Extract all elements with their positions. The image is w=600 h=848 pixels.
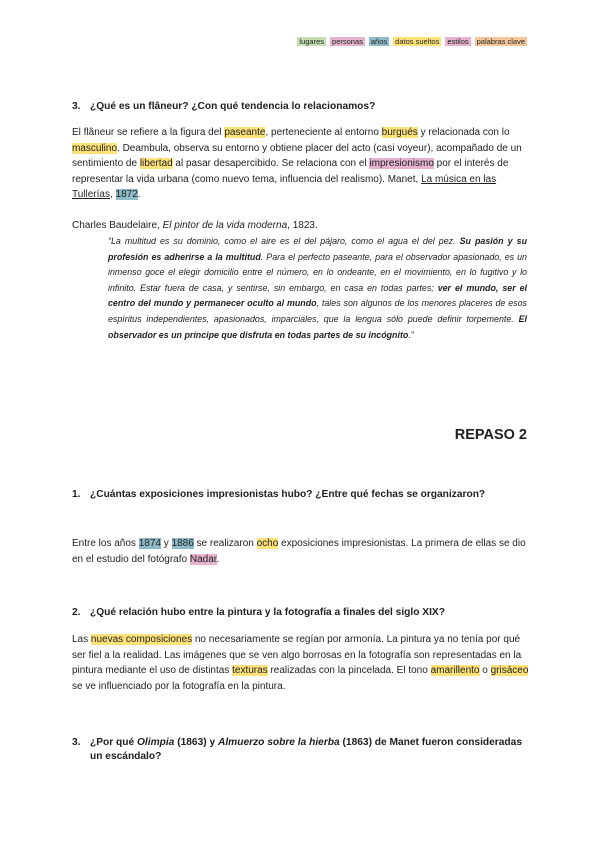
quote-text: “La multitud es su dominio, como el aire es el del pájaro, como el agua el del pez. bbox=[108, 236, 460, 246]
answer-text: Las bbox=[72, 634, 91, 645]
quote-bold: ver el mundo, ser el centro del mundo y permanecer oculto al mundo bbox=[108, 282, 528, 309]
answer-text: Entre los años bbox=[72, 538, 139, 549]
answer-text: El flâneur se refiere a la figura del bbox=[72, 127, 225, 138]
highlight-keyword: paseante bbox=[224, 127, 266, 138]
quote-bold: El observador es un príncipe que disfruta en todas partes de su incógnito bbox=[108, 313, 527, 340]
answer-text: y bbox=[160, 538, 172, 549]
quote-text: , tales son algunos de los menores placeres de esos espíritus independientes, apasionados, imparciales, que la lengua sólo puede definir torpemente. bbox=[108, 298, 527, 324]
question-flaneur bbox=[72, 100, 532, 114]
question-number: 2. bbox=[72, 607, 81, 618]
highlight-person: Nadar bbox=[189, 553, 217, 565]
question-text: ¿Qué es un flâneur? ¿Con qué tendencia lo relacionamos? bbox=[90, 101, 376, 112]
quote-text: . Para el perfecto paseante, para el observador apasionado, es un inmenso goce el elegir domicilio entre el número, en lo ondeante, en el movimiento, en lo fugitivo y lo infinito. Estar fuera de casa, y sentirse, sin embargo, en casa en todas partes; bbox=[108, 251, 527, 293]
answer-exposiciones bbox=[72, 536, 530, 567]
answer-text: por el interés de representar la vida urbana (como nuevo tema, influencia del realismo). Manet, bbox=[72, 158, 509, 185]
highlight-year: 1886 bbox=[171, 538, 194, 549]
answer-text: . bbox=[216, 553, 220, 565]
legend-datos-sueltos: datos sueltos bbox=[395, 37, 440, 46]
section-heading: REPASO 2 bbox=[454, 427, 527, 443]
answer-text: o bbox=[479, 665, 491, 677]
answer-text: y relacionada con lo bbox=[417, 127, 510, 138]
question-exposiciones bbox=[72, 488, 532, 502]
question-escandalo bbox=[72, 736, 532, 764]
answer-text: . bbox=[137, 189, 141, 201]
highlight-keyword: amarillento bbox=[430, 665, 480, 677]
quote-text: .” bbox=[408, 329, 414, 340]
citation-author: Charles Baudelaire, bbox=[72, 220, 163, 231]
highlight-keyword: texturas bbox=[232, 665, 268, 677]
question-number: 3. bbox=[72, 737, 81, 748]
legend-personas: personas bbox=[332, 37, 363, 46]
legend-anos: años bbox=[370, 37, 388, 46]
answer-text: se realizaron bbox=[193, 538, 257, 549]
question-number: 3. bbox=[72, 101, 81, 112]
artwork-title: Almuerzo sobre la hierba bbox=[217, 737, 340, 748]
legend-lugares: lugares bbox=[299, 37, 325, 46]
baudelaire-quote bbox=[108, 234, 527, 343]
answer-text: . Deambula, observa su entorno y obtiene placer del acto (casi voyeur), acompañado de un sentimiento de bbox=[72, 142, 522, 170]
question-text bbox=[90, 736, 532, 764]
question-fragment: (1863) de Manet fueron consideradas un escándalo? bbox=[90, 737, 522, 762]
answer-pintura-fotografia bbox=[72, 632, 530, 694]
highlight-style: impresionismo bbox=[369, 158, 434, 170]
highlight-keyword: grisáceo bbox=[490, 665, 529, 677]
highlight-year: 1874 bbox=[138, 538, 161, 549]
answer-text: se ve influenciado por la fotografía en la pintura. bbox=[72, 680, 286, 692]
highlight-keyword: masculino bbox=[72, 142, 118, 154]
artwork-title: La música en las Tullerías bbox=[72, 173, 497, 201]
question-number: 1. bbox=[72, 489, 81, 500]
question-fragment: ¿Por qué bbox=[90, 737, 137, 748]
question-fragment: (1863) y bbox=[174, 737, 218, 748]
question-pintura-fotografia bbox=[72, 606, 532, 620]
answer-text: , bbox=[109, 189, 116, 201]
highlight-keyword: libertad bbox=[139, 158, 173, 170]
answer-text: no necesariamente se regían por armonía. La pintura ya no tenía por qué ser fiel a la realidad. Las imágenes que se ven algo borrosas en la fotografía son representadas en la pintura mediante el uso de distintas bbox=[72, 634, 522, 677]
citation bbox=[72, 218, 530, 234]
color-legend bbox=[297, 37, 527, 46]
highlight-keyword: burgués bbox=[381, 127, 418, 138]
highlight-year: 1872 bbox=[115, 189, 138, 201]
quote-bold: Su pasión y su profesión es adherirse a la multitud bbox=[108, 236, 527, 262]
legend-estilos: estilos bbox=[447, 37, 469, 46]
highlight-keyword: nuevas composiciones bbox=[90, 634, 193, 645]
answer-text: , perteneciente al entorno bbox=[265, 127, 382, 138]
artwork-title: Olimpia bbox=[136, 737, 175, 748]
answer-text: al pasar desapercibido. Se relaciona con el bbox=[172, 158, 370, 170]
citation-year: , 1823. bbox=[287, 220, 318, 231]
question-text: ¿Qué relación hubo entre la pintura y la fotografía a finales del siglo XIX? bbox=[90, 607, 445, 618]
question-text: ¿Cuántas exposiciones impresionistas hubo? ¿Entre qué fechas se organizaron? bbox=[90, 489, 486, 500]
legend-palabras-clave: palabras clave bbox=[476, 37, 525, 46]
answer-text: realizadas con la pincelada. El tono bbox=[267, 665, 431, 677]
citation-work: El pintor de la vida moderna bbox=[162, 220, 288, 231]
highlight-data: ocho bbox=[256, 538, 279, 549]
answer-flaneur bbox=[72, 125, 530, 203]
answer-text: exposiciones impresionistas. La primera de ellas se dio en el estudio del fotógrafo bbox=[72, 538, 526, 565]
